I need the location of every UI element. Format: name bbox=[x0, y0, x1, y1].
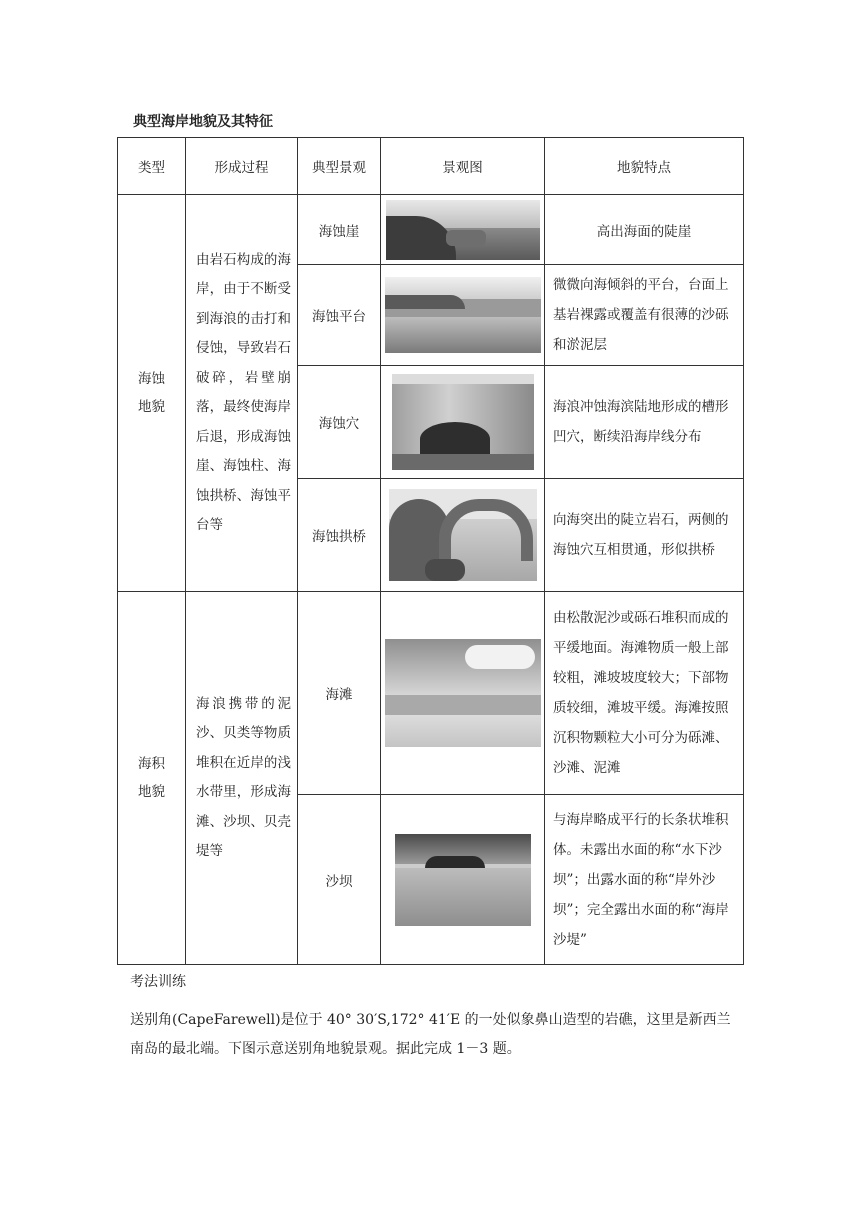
table-header-row bbox=[118, 138, 744, 195]
wave-cut-platform-photo bbox=[385, 277, 541, 353]
image-cell bbox=[381, 795, 545, 965]
feature-cell: 海浪冲蚀海滨陆地形成的槽形凹穴，断续沿海岸线分布 bbox=[545, 366, 744, 479]
question-paragraph: 送别角(CapeFarewell)是位于 40° 30′S,172° 41′E 的一处似象鼻山造型的岩礁，这里是新西兰南岛的最北端。下图示意送别角地貌景观。据此完成 1－3 题。 bbox=[130, 1012, 731, 1057]
landscape-cell: 海蚀平台 bbox=[298, 265, 381, 366]
landform-table bbox=[117, 137, 744, 965]
landscape-cell: 海蚀穴 bbox=[298, 366, 381, 479]
sandbar-photo bbox=[395, 834, 531, 926]
landscape-cell: 海蚀拱桥 bbox=[298, 479, 381, 592]
type-cell: 海蚀地貌 bbox=[118, 195, 186, 592]
image-cell bbox=[381, 592, 545, 795]
process-cell: 由岩石构成的海岸，由于不断受到海浪的击打和侵蚀，导致岩石破碎，岩壁崩落，最终使海岸后退，形成海蚀崖、海蚀柱、海蚀拱桥、海蚀平台等 bbox=[186, 195, 298, 592]
sea-cliff-photo bbox=[386, 200, 540, 260]
feature-cell: 由松散泥沙或砾石堆积而成的平缓地面。海滩物质一般上部较粗，滩坡坡度较大；下部物质较细，滩坡平缓。海滩按照沉积物颗粒大小可分为砾滩、沙滩、泥滩 bbox=[545, 592, 744, 795]
landscape-cell: 海蚀崖 bbox=[298, 195, 381, 265]
image-cell bbox=[381, 265, 545, 366]
image-cell bbox=[381, 195, 545, 265]
sea-arch-photo bbox=[389, 489, 537, 581]
image-cell bbox=[381, 479, 545, 592]
header-image: 景观图 bbox=[381, 138, 545, 195]
header-features: 地貌特点 bbox=[545, 138, 744, 195]
feature-cell: 与海岸略成平行的长条状堆积体。未露出水面的称“水下沙坝”；出露水面的称“岸外沙坝”；完全露出水面的称“海岸沙堤” bbox=[545, 795, 744, 965]
feature-cell: 高出海面的陡崖 bbox=[545, 195, 744, 265]
feature-cell: 向海突出的陡立岩石，两侧的海蚀穴互相贯通，形似拱桥 bbox=[545, 479, 744, 592]
document-title: 典型海岸地貌及其特征 bbox=[133, 114, 273, 130]
feature-cell: 微微向海倾斜的平台，台面上基岩裸露或覆盖有很薄的沙砾和淤泥层 bbox=[545, 265, 744, 366]
sea-cave-photo bbox=[392, 374, 534, 470]
section-title: 考法训练 bbox=[130, 974, 186, 990]
beach-photo bbox=[385, 639, 541, 747]
header-type: 类型 bbox=[118, 138, 186, 195]
header-process: 形成过程 bbox=[186, 138, 298, 195]
type-cell: 海积地貌 bbox=[118, 592, 186, 965]
header-landscape: 典型景观 bbox=[298, 138, 381, 195]
table-row bbox=[118, 195, 744, 265]
landscape-cell: 沙坝 bbox=[298, 795, 381, 965]
process-cell: 海浪携带的泥沙、贝类等物质堆积在近岸的浅水带里，形成海滩、沙坝、贝壳堤等 bbox=[186, 592, 298, 965]
landscape-cell: 海滩 bbox=[298, 592, 381, 795]
image-cell bbox=[381, 366, 545, 479]
table-row bbox=[118, 592, 744, 795]
